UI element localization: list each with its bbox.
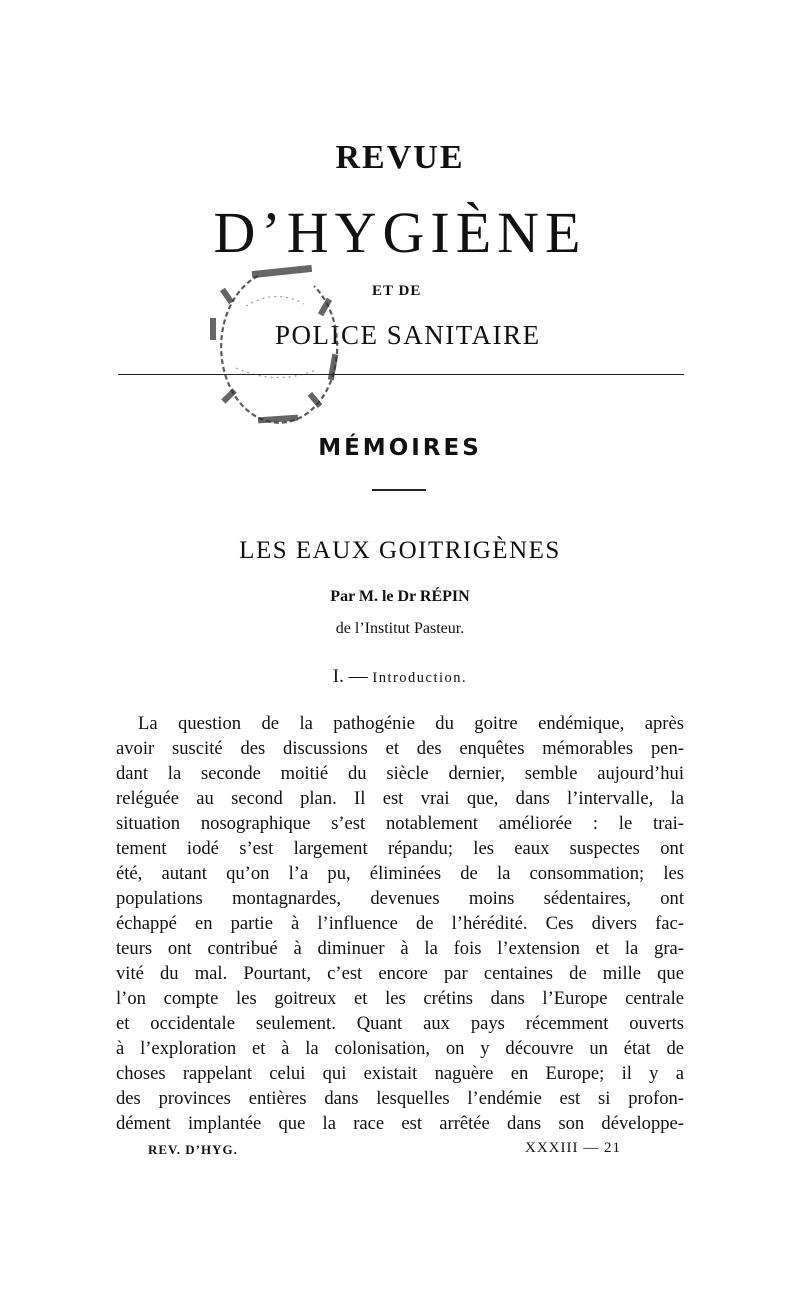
library-stamp-icon <box>206 258 344 434</box>
footer-journal-abbrev: REV. D’HYG. <box>148 1142 238 1157</box>
body-line: vité du mal. Pourtant, c’est encore par centaines de mille que <box>116 963 684 984</box>
body-line: populations montagnardes, devenues moins sédentaires, ont <box>116 888 684 909</box>
body-line: dément implantée que la race est arrêtée dans son développe- <box>116 1113 684 1134</box>
body-line: situation nosographique s’est notablement améliorée : le trai- <box>116 813 684 834</box>
body-line: choses rappelant celui qui existait naguère en Europe; il y a <box>116 1063 684 1084</box>
footer-volume-page: XXXIII — 21 <box>525 1140 621 1156</box>
body-line: avoir suscité des discussions et des enquêtes mémorables pen- <box>116 738 684 759</box>
heading-divider <box>372 489 426 491</box>
body-line: à l’exploration et à la colonisation, on y découvre un état de <box>116 1038 684 1059</box>
body-line: été, autant qu’on l’a pu, éliminées de la consommation; les <box>116 863 684 884</box>
section-numeral: I. — <box>332 666 368 687</box>
section-heading-memoires: MÉMOIRES <box>318 435 482 461</box>
article-title: LES EAUX GOITRIGÈNES <box>239 537 561 564</box>
section-name: Introduction. <box>372 670 468 686</box>
journal-title-et-de: ET DE <box>372 283 422 299</box>
body-line: dant la seconde moitié du siècle dernier, semble aujourd’hui <box>116 763 684 784</box>
body-line: et occidentale seulement. Quant aux pays récemment ouverts <box>116 1013 684 1034</box>
body-line: teurs ont contribué à diminuer à la fois l’extension et la gra- <box>116 938 684 959</box>
journal-title-revue: REVUE <box>335 139 465 176</box>
journal-title-hygiene: D’HYGIÈNE <box>213 200 587 265</box>
body-line: échappé en partie à l’influence de l’hérédité. Ces divers fac- <box>116 913 684 934</box>
body-line: tement iodé s’est largement répandu; les eaux suspectes ont <box>116 838 684 859</box>
section-title <box>0 664 800 691</box>
body-paragraph <box>116 711 684 1136</box>
journal-title-police-sanitaire: POLICE SANITAIRE <box>275 320 541 350</box>
body-line: des provinces entières dans lesquelles l’endémie est si profon- <box>116 1088 684 1109</box>
body-line: reléguée au second plan. Il est vrai que, dans l’intervalle, la <box>116 788 684 809</box>
article-affiliation: de l’Institut Pasteur. <box>335 620 465 637</box>
body-line: La question de la pathogénie du goitre endémique, après <box>138 713 684 734</box>
title-divider <box>118 374 684 375</box>
body-line: l’on compte les goitreux et les crétins dans l’Europe centrale <box>116 988 684 1009</box>
article-byline: Par M. le Dr RÉPIN <box>330 588 470 605</box>
